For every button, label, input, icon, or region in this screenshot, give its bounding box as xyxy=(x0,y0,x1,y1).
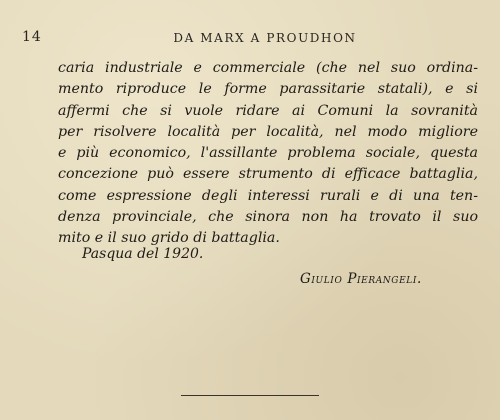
text-line: come espressione degli interessi rurali e di una ten- xyxy=(58,187,478,204)
page-number: 14 xyxy=(22,29,42,45)
text-line: affermi che si vuole ridare ai Comuni la sovranità xyxy=(58,102,478,119)
text-line: mento riproduce le forme parassitarie statali), e si xyxy=(58,81,478,98)
author-signature: Giulio Pierangeli. xyxy=(300,271,422,287)
text-line: mito e il suo grido di battaglia. xyxy=(58,230,280,247)
running-head: DA MARX A PROUDHON xyxy=(173,31,357,45)
text-line: concezione può essere strumento di efficace battaglia, xyxy=(58,166,478,183)
end-rule xyxy=(181,395,319,396)
text-line: e più economico, l'assillante problema sociale, questa xyxy=(58,145,478,162)
body-paragraph xyxy=(58,58,478,250)
text-line: denza provinciale, che sinora non ha trovato il suo xyxy=(58,209,478,226)
text-line: per risolvere località per località, nel modo migliore xyxy=(58,123,478,140)
text-line: caria industriale e commerciale (che nel suo ordina- xyxy=(58,60,478,76)
dateline: Pasqua del 1920. xyxy=(82,246,204,262)
